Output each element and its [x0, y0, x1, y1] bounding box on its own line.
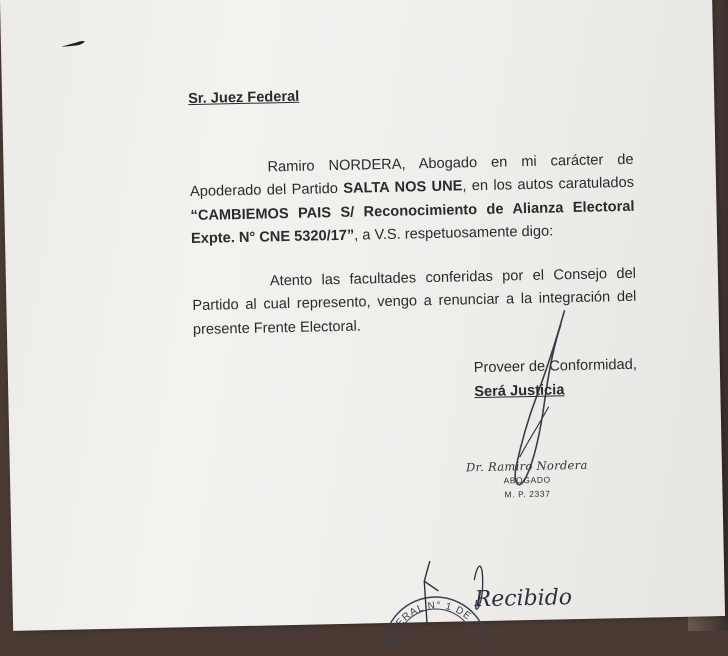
attorney-name: Ramiro NORDERA: [267, 156, 402, 175]
paragraph-renunciation: Atento las facultades conferidas por el Consejo del Partido al cual represento, vengo a renunciar a la integración del presente Frente Electoral.: [192, 265, 637, 338]
party-name: SALTA NOS UNE: [343, 178, 463, 197]
addressee-heading: Sr. Juez Federal: [187, 88, 300, 108]
closing-request: Proveer de Conformidad,: [473, 356, 637, 377]
receipt-annotation: [412, 548, 584, 632]
paragraph-introduction: Ramiro NORDERA, Abogado en mi carácter de Apoderado del Partido SALTA NOS UNE, en los autos caratulados “CAMBIEMOS PAIS S/ Reconocimiento de Alianza Electoral Expte. N° CNE 5320/17”, a V.S. respetuosamente digo:: [189, 151, 635, 248]
closing-justicia: Será Justicia: [474, 382, 565, 401]
seal-text: FEDERAL N° 1 DE: [383, 600, 474, 649]
ink-blot: [59, 38, 87, 49]
case-title: “CAMBIEMOS PAIS S/ Reconocimiento de Alianza Electoral Expte. N° CNE 5320/17”: [190, 198, 635, 248]
handwritten-received: Recibido: [474, 585, 573, 613]
lawyer-stamp: [462, 458, 593, 503]
stamp-name: Dr. Ramiro Nordera: [465, 457, 588, 475]
closing-block: [474, 353, 638, 404]
stamp-registration: M. P. 2337: [504, 488, 551, 500]
document-body: [188, 79, 637, 342]
stamp-title: ABOGADO: [503, 474, 551, 486]
